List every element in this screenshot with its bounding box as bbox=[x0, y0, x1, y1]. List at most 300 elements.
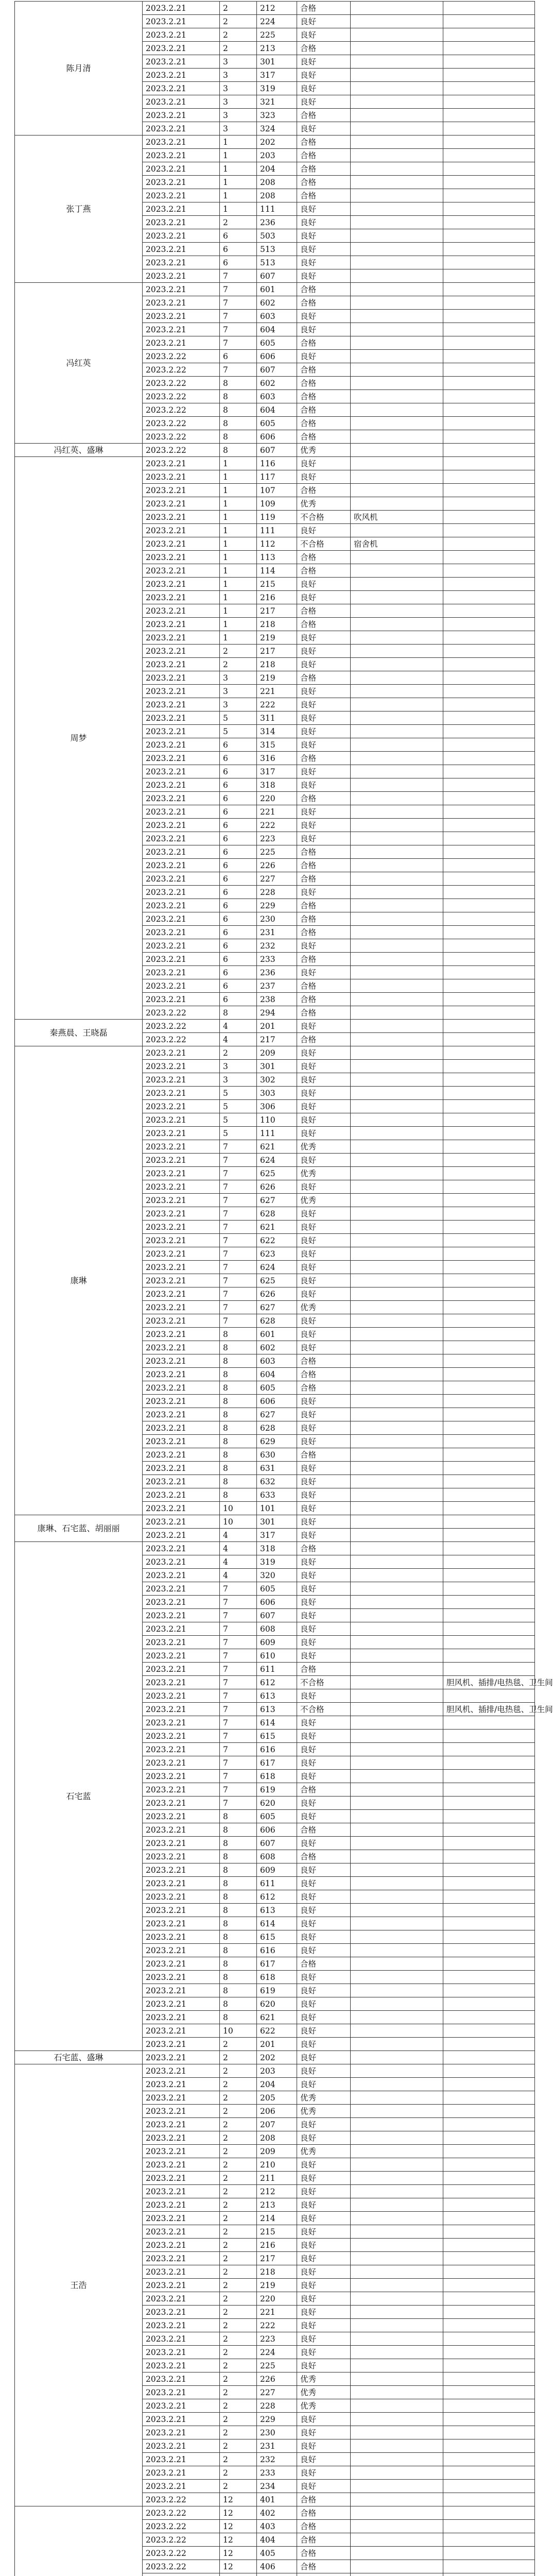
grade-cell: 合格 bbox=[297, 1006, 351, 1020]
room-no-cell: 614 bbox=[257, 1917, 297, 1930]
grade-cell: 良好 bbox=[297, 1488, 351, 1502]
room-no-cell: 110 bbox=[257, 1113, 297, 1127]
building-no-cell: 7 bbox=[220, 1770, 257, 1783]
room-no-cell: 619 bbox=[257, 1783, 297, 1797]
building-no-cell: 8 bbox=[220, 1368, 257, 1381]
note-b-cell bbox=[443, 578, 535, 591]
room-no-cell: 215 bbox=[257, 2225, 297, 2239]
note-a-cell bbox=[351, 1542, 443, 1555]
note-b-cell bbox=[443, 2064, 535, 2078]
inspection-date-cell: 2023.2.21 bbox=[143, 149, 220, 162]
grade-cell: 合格 bbox=[297, 604, 351, 618]
grade-cell: 良好 bbox=[297, 323, 351, 336]
building-no-cell: 7 bbox=[220, 1730, 257, 1743]
inspection-date-cell: 2023.2.21 bbox=[143, 1207, 220, 1221]
note-b-cell: 胆风机、插排/电热毯、卫生间 bbox=[443, 1676, 535, 1689]
room-no-cell: 607 bbox=[257, 1837, 297, 1850]
note-a-cell bbox=[351, 1167, 443, 1180]
building-no-cell: 8 bbox=[220, 1823, 257, 1837]
inspection-date-cell: 2023.2.21 bbox=[143, 1435, 220, 1448]
building-no-cell: 8 bbox=[220, 1984, 257, 1997]
building-no-cell: 7 bbox=[220, 1234, 257, 1247]
grade-cell: 合格 bbox=[297, 484, 351, 497]
grade-cell: 优秀 bbox=[297, 2145, 351, 2158]
inspection-date-cell: 2023.2.21 bbox=[143, 1716, 220, 1730]
note-b-cell bbox=[443, 2118, 535, 2131]
building-no-cell: 6 bbox=[220, 350, 257, 363]
note-a-cell bbox=[351, 564, 443, 578]
building-no-cell: 6 bbox=[220, 953, 257, 966]
building-no-cell: 8 bbox=[220, 1904, 257, 1917]
inspection-date-cell: 2023.2.21 bbox=[143, 1368, 220, 1381]
note-b-cell bbox=[443, 377, 535, 390]
inspection-date-cell: 2023.2.21 bbox=[143, 2091, 220, 2105]
note-a-cell bbox=[351, 1100, 443, 1113]
inspection-date-cell: 2023.2.21 bbox=[143, 765, 220, 778]
building-no-cell: 2 bbox=[220, 2279, 257, 2292]
room-no-cell: 627 bbox=[257, 1194, 297, 1207]
grade-cell: 良好 bbox=[297, 1837, 351, 1850]
note-b-cell bbox=[443, 296, 535, 310]
building-no-cell: 2 bbox=[220, 2413, 257, 2426]
room-no-cell: 234 bbox=[257, 2480, 297, 2493]
note-a-cell bbox=[351, 1354, 443, 1368]
note-b-cell bbox=[443, 1716, 535, 1730]
note-a-cell bbox=[351, 2239, 443, 2252]
room-no-cell: 616 bbox=[257, 1944, 297, 1957]
inspection-date-cell: 2023.2.21 bbox=[143, 2024, 220, 2038]
room-no-cell: 109 bbox=[257, 497, 297, 511]
inspection-date-cell: 2023.2.22 bbox=[143, 1020, 220, 1033]
inspection-date-cell: 2023.2.21 bbox=[143, 1689, 220, 1703]
grade-cell: 优秀 bbox=[297, 444, 351, 457]
grade-cell: 良好 bbox=[297, 2413, 351, 2426]
building-no-cell: 6 bbox=[220, 778, 257, 792]
building-no-cell: 7 bbox=[220, 1703, 257, 1716]
grade-cell: 良好 bbox=[297, 1904, 351, 1917]
building-no-cell: 6 bbox=[220, 899, 257, 912]
note-b-cell bbox=[443, 390, 535, 403]
grade-cell: 良好 bbox=[297, 1207, 351, 1221]
building-no-cell: 2 bbox=[220, 2386, 257, 2399]
note-a-cell bbox=[351, 2212, 443, 2225]
note-a-cell bbox=[351, 2292, 443, 2306]
grade-cell bbox=[297, 2573, 351, 2576]
room-no-cell: 621 bbox=[257, 2011, 297, 2024]
building-no-cell: 6 bbox=[220, 912, 257, 926]
room-no-cell: 203 bbox=[257, 2064, 297, 2078]
grade-cell: 良好 bbox=[297, 2453, 351, 2466]
building-no-cell: 7 bbox=[220, 1797, 257, 1810]
grade-cell: 良好 bbox=[297, 457, 351, 470]
grade-cell: 良好 bbox=[297, 631, 351, 645]
building-no-cell: 3 bbox=[220, 55, 257, 69]
room-no-cell: 223 bbox=[257, 2332, 297, 2346]
room-no-cell: 217 bbox=[257, 1033, 297, 1046]
room-no-cell: 624 bbox=[257, 1261, 297, 1274]
grade-cell: 良好 bbox=[297, 1274, 351, 1287]
inspection-date-cell: 2023.2.21 bbox=[143, 1488, 220, 1502]
grade-cell: 良好 bbox=[297, 2131, 351, 2145]
grade-cell: 合格 bbox=[297, 618, 351, 631]
grade-cell: 良好 bbox=[297, 645, 351, 658]
inspection-date-cell: 2023.2.21 bbox=[143, 1448, 220, 1462]
note-b-cell bbox=[443, 243, 535, 256]
note-a-cell bbox=[351, 1783, 443, 1797]
inspection-date-cell: 2023.2.22 bbox=[143, 2520, 220, 2533]
note-a-cell bbox=[351, 2399, 443, 2413]
note-b-cell bbox=[443, 1877, 535, 1890]
room-no-cell: 632 bbox=[257, 1475, 297, 1488]
note-a-cell bbox=[351, 738, 443, 752]
room-no-cell: 224 bbox=[257, 2346, 297, 2359]
note-b-cell bbox=[443, 1127, 535, 1140]
building-no-cell: 3 bbox=[220, 1073, 257, 1087]
building-no-cell: 4 bbox=[220, 1542, 257, 1555]
building-no-cell: 2 bbox=[220, 2212, 257, 2225]
inspection-date-cell: 2023.2.21 bbox=[143, 591, 220, 604]
grade-cell: 合格 bbox=[297, 912, 351, 926]
note-a-cell bbox=[351, 2105, 443, 2118]
grade-cell: 良好 bbox=[297, 1810, 351, 1823]
inspection-date-cell: 2023.2.21 bbox=[143, 1797, 220, 1810]
note-a-cell bbox=[351, 551, 443, 564]
building-no-cell: 2 bbox=[220, 2466, 257, 2480]
room-no-cell: 616 bbox=[257, 1743, 297, 1756]
note-a-cell bbox=[351, 1971, 443, 1984]
grade-cell: 良好 bbox=[297, 698, 351, 711]
note-b-cell bbox=[443, 1261, 535, 1274]
grade-cell: 良好 bbox=[297, 1154, 351, 1167]
note-a-cell bbox=[351, 1582, 443, 1596]
table-body bbox=[15, 2, 553, 2576]
building-no-cell: 1 bbox=[220, 135, 257, 149]
note-b-cell bbox=[443, 1957, 535, 1971]
note-a-cell bbox=[351, 645, 443, 658]
grade-cell: 良好 bbox=[297, 1756, 351, 1770]
inspection-date-cell: 2023.2.21 bbox=[143, 269, 220, 283]
inspection-date-cell: 2023.2.21 bbox=[143, 537, 220, 551]
note-b-cell bbox=[443, 1756, 535, 1770]
inspection-date-cell: 2023.2.21 bbox=[143, 792, 220, 805]
note-b-cell bbox=[443, 1006, 535, 1020]
inspection-date-cell: 2023.2.21 bbox=[143, 1113, 220, 1127]
grade-cell: 良好 bbox=[297, 1462, 351, 1475]
inspection-date-cell: 2023.2.21 bbox=[143, 2332, 220, 2346]
building-no-cell: 2 bbox=[220, 2239, 257, 2252]
room-no-cell: 630 bbox=[257, 1448, 297, 1462]
building-no-cell: 2 bbox=[220, 2198, 257, 2212]
building-no-cell: 12 bbox=[220, 2506, 257, 2520]
note-a-cell bbox=[351, 1234, 443, 1247]
inspection-date-cell: 2023.2.21 bbox=[143, 1381, 220, 1395]
room-no-cell: 318 bbox=[257, 1542, 297, 1555]
grade-cell: 合格 bbox=[297, 162, 351, 176]
inspection-date-cell: 2023.2.21 bbox=[143, 1730, 220, 1743]
note-b-cell bbox=[443, 1783, 535, 1797]
building-no-cell: 8 bbox=[220, 377, 257, 390]
room-no-cell: 213 bbox=[257, 2198, 297, 2212]
table-row bbox=[15, 2506, 535, 2520]
note-b-cell bbox=[443, 1689, 535, 1703]
note-a-cell bbox=[351, 2480, 443, 2493]
note-a-cell bbox=[351, 1797, 443, 1810]
room-no-cell: 221 bbox=[257, 685, 297, 698]
grade-cell: 合格 bbox=[297, 1663, 351, 1676]
group-cell: 周梦 bbox=[15, 457, 143, 1020]
note-a-cell bbox=[351, 1863, 443, 1877]
inspection-date-cell: 2023.2.21 bbox=[143, 2212, 220, 2225]
note-b-cell bbox=[443, 2399, 535, 2413]
note-a-cell bbox=[351, 457, 443, 470]
room-no-cell: 315 bbox=[257, 738, 297, 752]
building-no-cell: 1 bbox=[220, 189, 257, 202]
note-a-cell bbox=[351, 1408, 443, 1421]
note-b-cell bbox=[443, 82, 535, 95]
note-a-cell bbox=[351, 2439, 443, 2453]
inspection-date-cell: 2023.2.21 bbox=[143, 1676, 220, 1689]
inspection-date-cell: 2023.2.21 bbox=[143, 1060, 220, 1073]
room-no-cell: 218 bbox=[257, 618, 297, 631]
inspection-date-cell: 2023.2.21 bbox=[143, 2386, 220, 2399]
room-no-cell: 230 bbox=[257, 912, 297, 926]
note-b-cell bbox=[443, 162, 535, 176]
room-no-cell: 301 bbox=[257, 1060, 297, 1073]
note-b-cell bbox=[443, 859, 535, 872]
grade-cell: 良好 bbox=[297, 778, 351, 792]
grade-cell: 良好 bbox=[297, 310, 351, 323]
building-no-cell: 2 bbox=[220, 2131, 257, 2145]
note-a-cell bbox=[351, 1087, 443, 1100]
building-no-cell: 1 bbox=[220, 618, 257, 631]
room-no-cell: 216 bbox=[257, 591, 297, 604]
building-no-cell: 8 bbox=[220, 403, 257, 417]
inspection-date-cell: 2023.2.21 bbox=[143, 55, 220, 69]
room-no-cell: 225 bbox=[257, 28, 297, 42]
note-b-cell bbox=[443, 2131, 535, 2145]
inspection-date-cell: 2023.2.21 bbox=[143, 1140, 220, 1154]
note-a-cell bbox=[351, 1676, 443, 1689]
room-no-cell: 621 bbox=[257, 1140, 297, 1154]
inspection-date-cell: 2023.2.21 bbox=[143, 1234, 220, 1247]
grade-cell: 良好 bbox=[297, 256, 351, 269]
building-no-cell: 1 bbox=[220, 551, 257, 564]
grade-cell: 良好 bbox=[297, 55, 351, 69]
room-no-cell: 204 bbox=[257, 2078, 297, 2091]
grade-cell: 良好 bbox=[297, 1582, 351, 1596]
grade-cell: 良好 bbox=[297, 15, 351, 28]
grade-cell: 良好 bbox=[297, 1127, 351, 1140]
room-no-cell: 319 bbox=[257, 82, 297, 95]
room-no-cell: 603 bbox=[257, 1354, 297, 1368]
note-b-cell bbox=[443, 497, 535, 511]
room-no-cell: 626 bbox=[257, 1180, 297, 1194]
note-a-cell bbox=[351, 189, 443, 202]
building-no-cell: 4 bbox=[220, 1569, 257, 1582]
room-no-cell: 317 bbox=[257, 69, 297, 82]
note-b-cell bbox=[443, 2292, 535, 2306]
note-b-cell bbox=[443, 778, 535, 792]
note-b-cell bbox=[443, 336, 535, 350]
room-no-cell: 111 bbox=[257, 1127, 297, 1140]
grade-cell: 合格 bbox=[297, 417, 351, 430]
building-no-cell: 8 bbox=[220, 1971, 257, 1984]
building-no-cell: 2 bbox=[220, 42, 257, 55]
grade-cell: 合格 bbox=[297, 551, 351, 564]
building-no-cell: 1 bbox=[220, 524, 257, 537]
building-no-cell: 8 bbox=[220, 1810, 257, 1823]
note-b-cell bbox=[443, 2252, 535, 2265]
group-cell bbox=[15, 2506, 143, 2576]
grade-cell: 良好 bbox=[297, 1100, 351, 1113]
note-b-cell bbox=[443, 1314, 535, 1328]
room-no-cell: 212 bbox=[257, 2, 297, 15]
grade-cell: 合格 bbox=[297, 2506, 351, 2520]
note-a-cell bbox=[351, 55, 443, 69]
note-b-cell bbox=[443, 2306, 535, 2319]
room-no-cell: 618 bbox=[257, 1971, 297, 1984]
building-no-cell: 2 bbox=[220, 2038, 257, 2051]
note-b-cell bbox=[443, 2145, 535, 2158]
grade-cell: 不合格 bbox=[297, 537, 351, 551]
note-a-cell bbox=[351, 993, 443, 1006]
note-a-cell bbox=[351, 631, 443, 645]
building-no-cell: 1 bbox=[220, 457, 257, 470]
inspection-date-cell: 2023.2.21 bbox=[143, 1649, 220, 1663]
building-no-cell: 7 bbox=[220, 1649, 257, 1663]
grade-cell: 良好 bbox=[297, 1328, 351, 1341]
room-no-cell: 324 bbox=[257, 122, 297, 135]
table-row bbox=[15, 1020, 535, 1033]
note-a-cell bbox=[351, 1515, 443, 1529]
inspection-date-cell: 2023.2.21 bbox=[143, 912, 220, 926]
inspection-date-cell: 2023.2.21 bbox=[143, 1462, 220, 1475]
building-no-cell: 12 bbox=[220, 2493, 257, 2506]
note-b-cell bbox=[443, 2386, 535, 2399]
inspection-date-cell: 2023.2.21 bbox=[143, 1154, 220, 1167]
building-no-cell: 8 bbox=[220, 1877, 257, 1890]
room-no-cell: 117 bbox=[257, 470, 297, 484]
note-a-cell bbox=[351, 363, 443, 377]
grade-cell: 合格 bbox=[297, 993, 351, 1006]
note-a-cell bbox=[351, 1904, 443, 1917]
building-no-cell: 2 bbox=[220, 2158, 257, 2172]
grade-cell: 优秀 bbox=[297, 2372, 351, 2386]
inspection-date-cell: 2023.2.21 bbox=[143, 2466, 220, 2480]
room-no-cell: 206 bbox=[257, 2105, 297, 2118]
inspection-date-cell: 2023.2.21 bbox=[143, 1850, 220, 1863]
note-b-cell bbox=[443, 711, 535, 725]
room-no-cell: 213 bbox=[257, 42, 297, 55]
grade-cell: 合格 bbox=[297, 1354, 351, 1368]
grade-cell: 良好 bbox=[297, 2319, 351, 2332]
grade-cell: 良好 bbox=[297, 2212, 351, 2225]
room-no-cell: 633 bbox=[257, 1488, 297, 1502]
inspection-date-cell: 2023.2.21 bbox=[143, 2413, 220, 2426]
table-row bbox=[15, 457, 535, 470]
note-b-cell bbox=[443, 1408, 535, 1421]
grade-cell: 优秀 bbox=[297, 2386, 351, 2399]
building-no-cell: 3 bbox=[220, 69, 257, 82]
inspection-date-cell: 2023.2.21 bbox=[143, 859, 220, 872]
note-b-cell bbox=[443, 1287, 535, 1301]
note-b-cell bbox=[443, 2332, 535, 2346]
building-no-cell: 7 bbox=[220, 1636, 257, 1649]
inspection-date-cell: 2023.2.22 bbox=[143, 2533, 220, 2547]
room-no-cell: 236 bbox=[257, 966, 297, 979]
inspection-date-cell: 2023.2.21 bbox=[143, 1596, 220, 1609]
room-no-cell: 619 bbox=[257, 1984, 297, 1997]
room-no-cell: 202 bbox=[257, 135, 297, 149]
room-no-cell: 608 bbox=[257, 1850, 297, 1863]
inspection-date-cell: 2023.2.21 bbox=[143, 1663, 220, 1676]
building-no-cell: 7 bbox=[220, 1663, 257, 1676]
grade-cell: 良好 bbox=[297, 1636, 351, 1649]
note-b-cell bbox=[443, 122, 535, 135]
room-no-cell: 604 bbox=[257, 323, 297, 336]
note-b-cell bbox=[443, 2493, 535, 2506]
inspection-date-cell: 2023.2.21 bbox=[143, 1274, 220, 1287]
grade-cell: 良好 bbox=[297, 2185, 351, 2198]
inspection-date-cell: 2023.2.22 bbox=[143, 444, 220, 457]
note-a-cell bbox=[351, 591, 443, 604]
grade-cell: 良好 bbox=[297, 1073, 351, 1087]
room-no-cell: 625 bbox=[257, 1167, 297, 1180]
room-no-cell: 605 bbox=[257, 1381, 297, 1395]
building-no-cell: 12 bbox=[220, 2533, 257, 2547]
note-a-cell bbox=[351, 1462, 443, 1475]
note-a-cell bbox=[351, 417, 443, 430]
note-a-cell bbox=[351, 698, 443, 711]
room-no-cell: 226 bbox=[257, 2372, 297, 2386]
note-b-cell bbox=[443, 470, 535, 484]
grade-cell: 优秀 bbox=[297, 1301, 351, 1314]
note-a-cell bbox=[351, 1502, 443, 1515]
grade-cell: 合格 bbox=[297, 1381, 351, 1395]
inspection-date-cell: 2023.2.21 bbox=[143, 1703, 220, 1716]
room-no-cell: 607 bbox=[257, 444, 297, 457]
note-b-cell bbox=[443, 685, 535, 698]
grade-cell: 良好 bbox=[297, 1689, 351, 1703]
note-b-cell bbox=[443, 1381, 535, 1395]
note-a-cell bbox=[351, 1596, 443, 1609]
room-no-cell: 602 bbox=[257, 377, 297, 390]
inspection-date-cell: 2023.2.21 bbox=[143, 1221, 220, 1234]
inspection-date-cell: 2023.2.21 bbox=[143, 993, 220, 1006]
building-no-cell: 6 bbox=[220, 243, 257, 256]
room-no-cell: 613 bbox=[257, 1689, 297, 1703]
note-a-cell bbox=[351, 2038, 443, 2051]
inspection-date-cell: 2023.2.21 bbox=[143, 778, 220, 792]
note-b-cell bbox=[443, 631, 535, 645]
inspection-date-cell: 2023.2.21 bbox=[143, 2172, 220, 2185]
note-a-cell bbox=[351, 1207, 443, 1221]
room-no-cell: 628 bbox=[257, 1421, 297, 1435]
inspection-date-cell: 2023.2.21 bbox=[143, 42, 220, 55]
building-no-cell: 1 bbox=[220, 578, 257, 591]
grade-cell: 良好 bbox=[297, 2265, 351, 2279]
note-b-cell bbox=[443, 765, 535, 778]
grade-cell: 优秀 bbox=[297, 1194, 351, 1207]
building-no-cell: 1 bbox=[220, 631, 257, 645]
building-no-cell: 7 bbox=[220, 1301, 257, 1314]
building-no-cell: 7 bbox=[220, 283, 257, 296]
grade-cell: 良好 bbox=[297, 1997, 351, 2011]
note-a-cell bbox=[351, 1435, 443, 1448]
note-b-cell bbox=[443, 966, 535, 979]
note-b-cell bbox=[443, 1917, 535, 1930]
note-b-cell bbox=[443, 939, 535, 953]
